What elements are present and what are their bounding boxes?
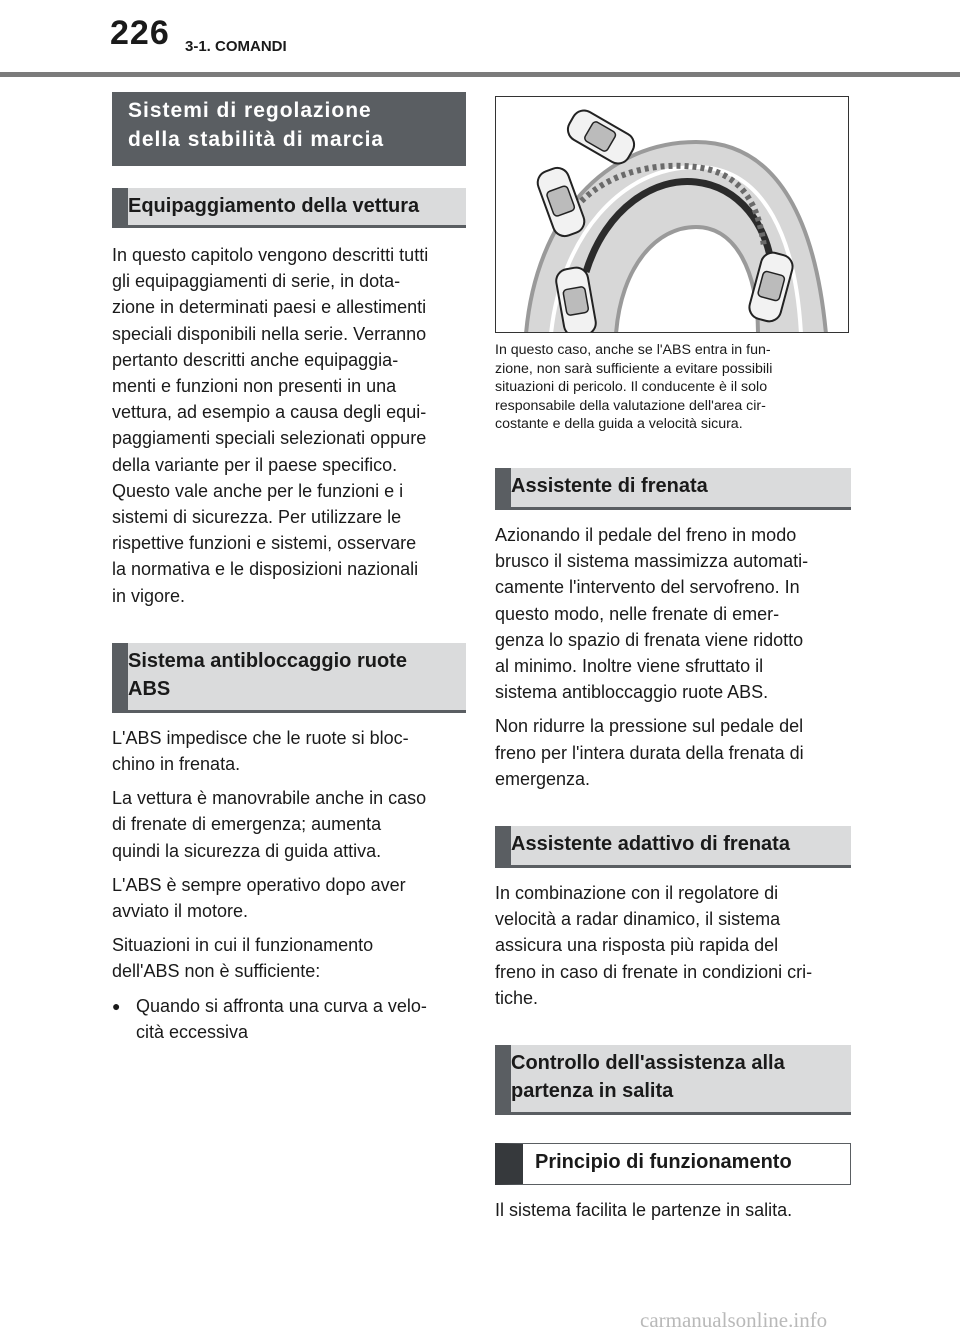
text-line: L'ABS è sempre operativo dopo aver [112,874,406,895]
abs-heading-line: ABS [128,677,171,700]
abs-paragraph-1 [112,725,466,777]
text-line: quindi la sicurezza di guida attiva. [112,840,382,861]
brake-assist-heading-text: Assistente di frenata [511,474,708,497]
text-line: freno per l'intera durata della frenata di [495,742,804,763]
hill-start-heading [495,1045,851,1115]
hill-paragraph-1: Il sistema facilita le partenze in salita. [495,1200,793,1221]
text-line: In combinazione con il regolatore di [495,883,779,903]
text-line: paggiamenti speciali selezionati oppure [112,428,427,449]
caption-line: situazioni di pericolo. Il conducente è il solo [495,379,768,396]
bullet-text [136,993,427,1045]
caption-line: In questo caso, anche se l'ABS entra in fun- [495,342,771,358]
text-line: emergenza. [495,768,591,789]
adaptive-paragraph-1 [495,880,851,1011]
text-line: genza lo spazio di frenata viene ridotto [495,629,804,650]
text-line: assicura una risposta più rapida del [495,935,779,956]
figure-caption [495,341,851,434]
abs-paragraph-2 [112,785,466,864]
car-skid-2 [564,106,639,168]
right-column [495,96,851,1223]
text-line: al minimo. Inoltre viene sfruttato il [495,655,764,676]
text-line: Situazioni in cui il funzionamento [112,935,374,956]
text-line: sistemi di sicurezza. Per utilizzare le [112,507,402,528]
hill-start-heading-line: Controllo dell'assistenza alla [511,1052,785,1075]
text-line: della variante per il paese specifico. [112,454,398,475]
text-line: la normativa e le disposizioni nazionali [112,559,419,580]
abs-heading-line: Sistema antibloccaggio ruote [128,649,407,672]
text-line: avviato il motore. [112,901,249,922]
text-line: La vettura è manovrabile anche in caso [112,788,427,809]
main-title-line: Sistemi di regolazione [128,99,372,122]
text-line: freno in caso di frenate in condizioni cri- [495,961,813,982]
text-line: Quando si affronta una curva a velo- [136,995,427,1016]
abs-curve-illustration [495,96,849,333]
text-line: gli equipaggiamenti di serie, in dota- [112,271,401,292]
text-line: camente l'intervento del servofreno. In [495,577,800,598]
equipment-heading-text: Equipaggiamento della vettura [128,195,420,217]
curve-drawing [496,97,849,333]
page-number: 226 [110,14,170,52]
text-line: velocità a radar dinamico, il sistema [495,909,781,930]
brake-assist-heading [495,468,851,510]
text-line: menti e funzioni non presenti in una [112,376,397,397]
text-line: pertanto descritti anche equipaggia- [112,349,399,370]
main-title-line: della stabilità di marcia [128,128,385,151]
text-line: rispettive funzioni e sistemi, osservare [112,533,417,554]
brake-paragraph-1 [495,522,851,705]
text-line: Questo vale anche per le funzioni e i [112,480,404,501]
text-line: vettura, ad esempio a causa degli equi- [112,402,427,423]
caption-line: responsabile della valutazione dell'area cir- [495,397,766,414]
text-line: di frenate di emergenza; aumenta [112,814,382,835]
abs-paragraph-3 [112,872,466,924]
text-line: sistema antibloccaggio ruote ABS. [495,682,769,703]
brake-paragraph-2 [495,713,851,792]
text-line: dell'ABS non è sufficiente: [112,961,321,982]
text-line: zione in determinati paesi e allestimenti [112,297,427,318]
caption-line: costante e della guida a velocità sicura. [495,416,743,433]
text-line: in vigore. [112,585,186,606]
watermark: carmanualsonline.info [640,1308,828,1332]
text-line: questo modo, nelle frenate di emer- [495,603,780,624]
bullet-dot-icon: ● [112,997,121,1014]
abs-heading [112,643,466,713]
abs-paragraph-4 [112,932,466,984]
text-line: Non ridurre la pressione sul pedale del [495,716,804,737]
equipment-paragraph [112,242,466,609]
section-label: 3-1. COMANDI [185,38,287,55]
principle-heading [495,1143,851,1185]
equipment-heading [112,188,466,228]
text-line: Azionando il pedale del freno in modo [495,524,797,545]
main-title [112,92,466,166]
bullet-item [112,993,466,1045]
text-line: speciali disponibili nella serie. Verranno [112,323,427,344]
text-line: chino in frenata. [112,754,241,775]
text-line: brusco il sistema massimizza automati- [495,551,809,572]
principle-heading-text: Principio di funzionamento [535,1151,792,1174]
header-rule [0,72,960,77]
text-line: L'ABS impedisce che le ruote si bloc- [112,727,409,748]
text-line: cità eccessiva [136,1021,249,1042]
text-line: In questo capitolo vengono descritti tutti [112,245,429,265]
adaptive-brake-heading [495,826,851,868]
left-column [112,92,466,1045]
caption-line: zione, non sarà sufficiente a evitare possibili [495,360,773,377]
text-line: tiche. [495,987,539,1008]
hill-start-heading-line: partenza in salita [511,1080,674,1103]
adaptive-brake-heading-text: Assistente adattivo di frenata [511,833,790,855]
